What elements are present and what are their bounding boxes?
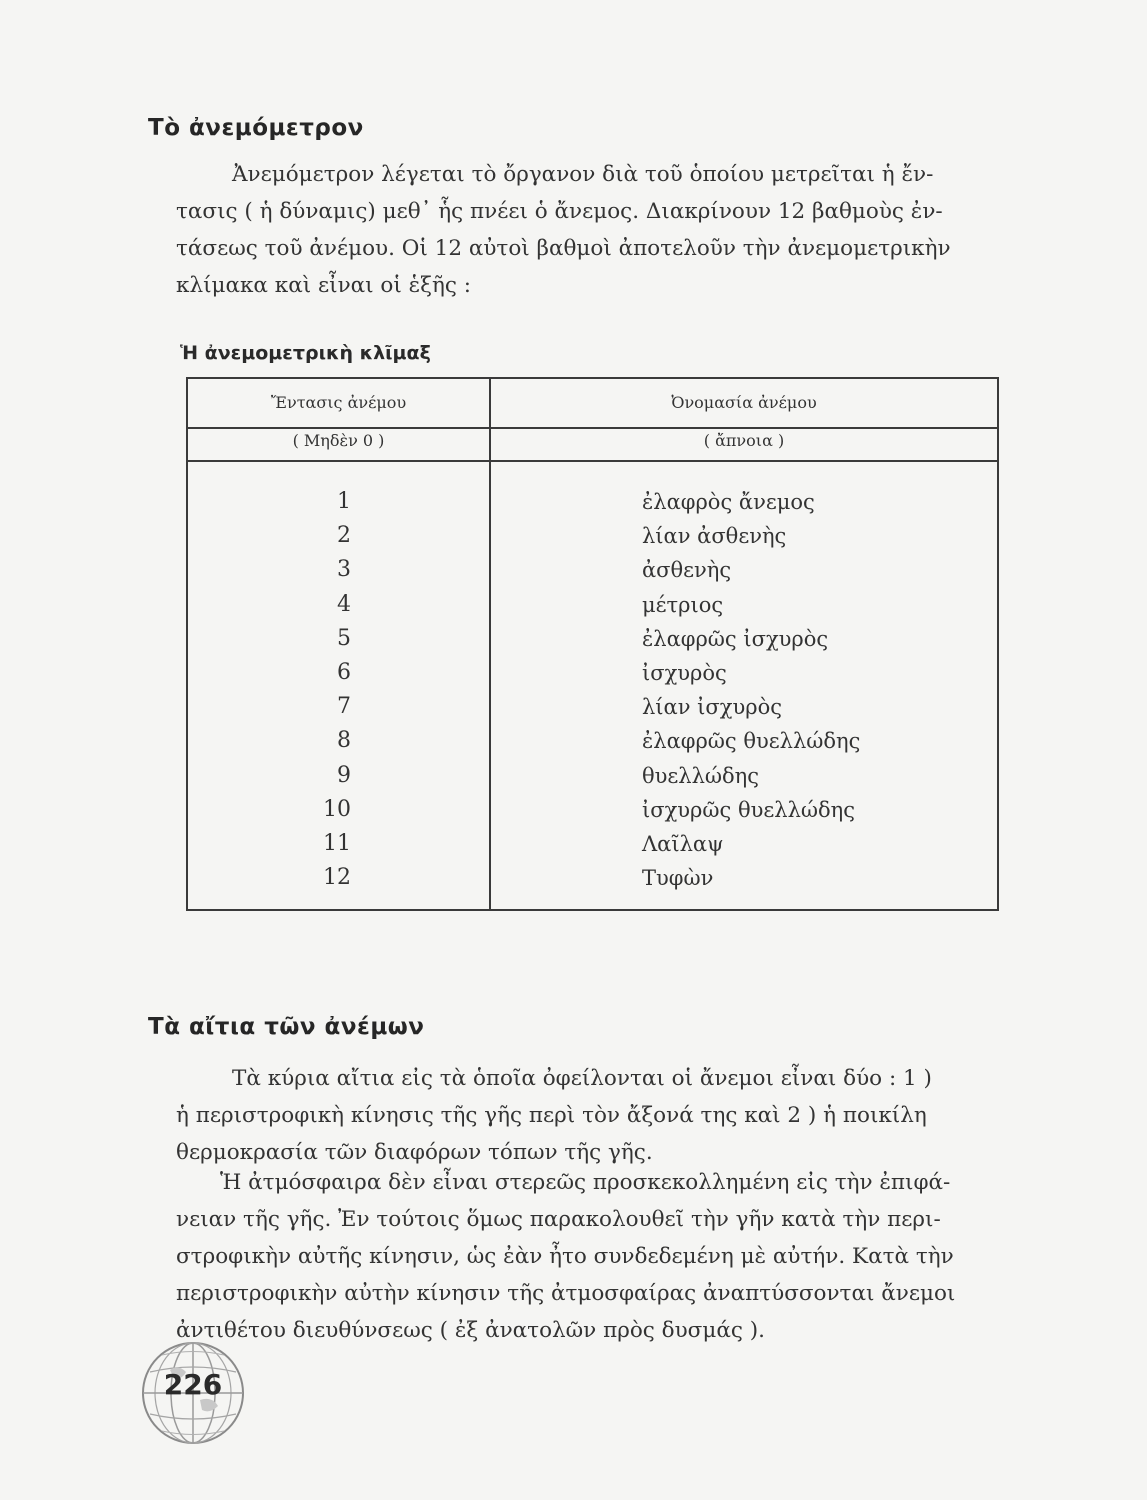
paragraph-line: στροφικὴν αὐτῆς κίνησιν, ὡς ἐὰν ἦτο συνδεδεμένη μὲ αὐτήν. Κατὰ τὴν xyxy=(176,1244,954,1269)
wind-name: θυελλώδης xyxy=(642,763,760,788)
wind-causes-paragraph xyxy=(176,1060,1011,1171)
wind-name: ἀσθενὴς xyxy=(642,558,732,583)
paragraph-line: ἀντιθέτου διευθύνσεως ( ἐξ ἀνατολῶν πρὸς δυσμάς ). xyxy=(176,1318,765,1343)
wind-name: ἐλαφρῶς ἰσχυρὸς xyxy=(642,626,829,651)
intensity-value: 6 xyxy=(337,659,351,685)
table-caption: Ἡ ἀνεμομετρικὴ κλῖμαξ xyxy=(180,342,431,364)
header-name: Ὀνομασία ἀνέμου xyxy=(671,393,817,412)
intensity-value: 8 xyxy=(337,728,351,754)
wind-name-column xyxy=(642,485,992,895)
intensity-column xyxy=(188,485,489,895)
page-number: 226 xyxy=(163,1368,223,1401)
wind-name: ἰσχυρῶς θυελλώδης xyxy=(642,797,855,822)
wind-name: λίαν ἰσχυρὸς xyxy=(642,695,782,720)
paragraph-line: θερμοκρασία τῶν διαφόρων τόπων τῆς γῆς. xyxy=(176,1140,653,1165)
intensity-value: 2 xyxy=(337,523,351,549)
section-title-anemometer: Τὸ ἀνεμόμετρον xyxy=(148,115,364,141)
wind-name: ἐλαφρὸς ἄνεμος xyxy=(642,490,815,514)
wind-name: μέτριος xyxy=(642,592,724,617)
header-rule xyxy=(188,427,997,429)
header-intensity: Ἔντασις ἀνέμου xyxy=(270,393,407,412)
paragraph-line: ἡ περιστροφικὴ κίνησις τῆς γῆς περὶ τὸν ἄξονά της καὶ 2 ) ἡ ποικίλη xyxy=(176,1103,927,1128)
zero-intensity: ( Μηδὲν 0 ) xyxy=(292,431,385,450)
anemometer-paragraph xyxy=(176,156,1006,304)
intensity-value: 12 xyxy=(323,865,351,891)
paragraph-line: νειαν τῆς γῆς. Ἐν τούτοις ὅμως παρακολουθεῖ τὴν γῆν κατὰ τὴν περι- xyxy=(176,1207,941,1232)
paragraph-line: Ἡ ἀτμόσφαιρα δὲν εἶναι στερεῶς προσκεκολλημένη εἰς τὴν ἐπιφά- xyxy=(220,1170,951,1195)
intensity-value: 1 xyxy=(337,489,351,514)
paragraph-line: Τὰ κύρια αἴτια εἰς τὰ ὁποῖα ὀφείλονται οἱ ἄνεμοι εἶναι δύο : 1 ) xyxy=(232,1066,932,1091)
intensity-value: 11 xyxy=(323,830,351,856)
wind-name: λίαν ἀσθενὴς xyxy=(642,524,787,549)
intensity-value: 10 xyxy=(323,796,351,822)
paragraph-line: κλίμακα καὶ εἶναι οἱ ἑξῆς : xyxy=(176,273,472,298)
atmosphere-paragraph xyxy=(176,1164,1011,1349)
wind-name: ἐλαφρῶς θυελλώδης xyxy=(642,729,861,754)
paragraph-line: περιστροφικὴν αὐτὴν κίνησιν τῆς ἀτμοσφαίρας ἀναπτύσσονται ἄνεμοι xyxy=(176,1281,956,1306)
wind-name: ἰσχυρὸς xyxy=(642,660,727,685)
header-rule xyxy=(188,460,997,462)
wind-scale-table xyxy=(186,377,999,911)
paragraph-line: τασις ( ἡ δύναμις) μεθ᾿ ἧς πνέει ὁ ἄνεμος. Διακρίνουν 12 βαθμοὺς ἐν- xyxy=(176,199,943,224)
wind-name: Τυφὼν xyxy=(642,866,714,891)
intensity-value: 9 xyxy=(337,762,351,788)
intensity-value: 3 xyxy=(337,557,351,583)
intensity-value: 7 xyxy=(337,694,351,720)
column-divider xyxy=(489,379,491,909)
section-title-wind-causes: Τὰ αἴτια τῶν ἀνέμων xyxy=(148,1014,425,1040)
paragraph-line: Ἀνεμόμετρον λέγεται τὸ ὄργανον διὰ τοῦ ὁποίου μετρεῖται ἡ ἔν- xyxy=(232,162,934,187)
zero-name: ( ἄπνοια ) xyxy=(703,431,785,450)
intensity-value: 5 xyxy=(337,625,351,651)
wind-name: Λαῖλαψ xyxy=(642,831,724,856)
intensity-value: 4 xyxy=(337,591,351,617)
paragraph-line: τάσεως τοῦ ἀνέμου. Οἱ 12 αὐτοὶ βαθμοὶ ἀποτελοῦν τὴν ἀνεμομετρικὴν xyxy=(176,236,951,261)
